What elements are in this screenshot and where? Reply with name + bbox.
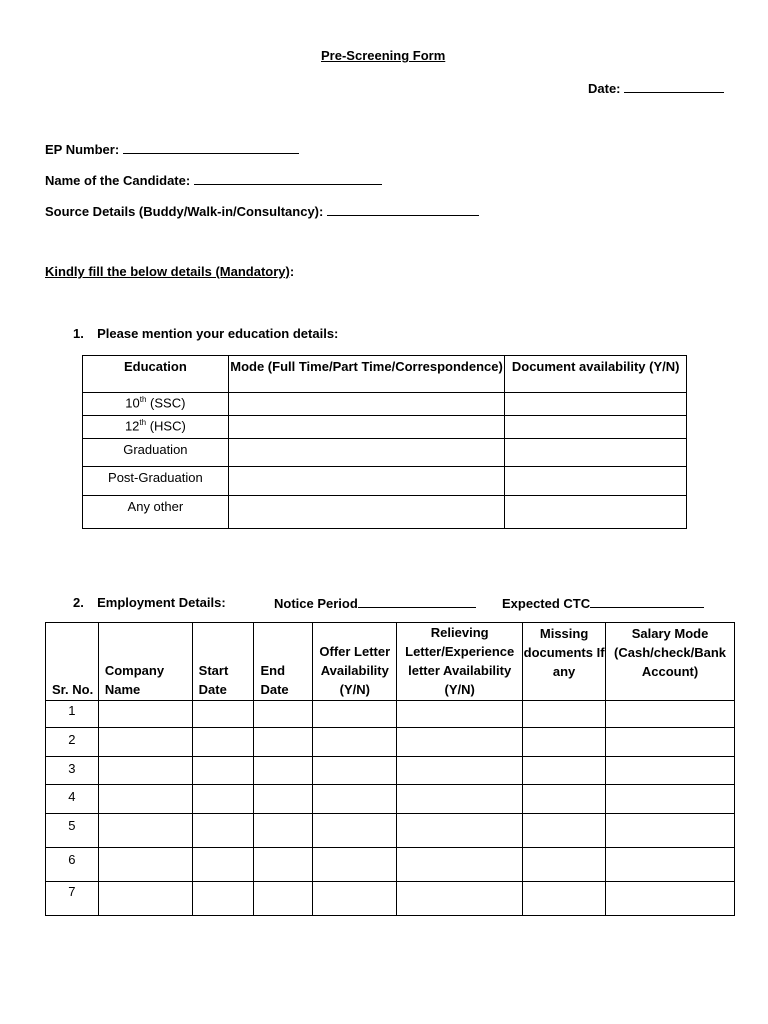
employment-start-date-cell[interactable] — [192, 814, 254, 848]
expected-ctc-label: Expected CTC — [502, 596, 591, 611]
expected-ctc-input-line[interactable] — [590, 595, 704, 608]
education-mode-cell[interactable] — [228, 439, 505, 467]
employment-offer-letter-cell[interactable] — [313, 785, 397, 814]
employment-end-date-cell[interactable] — [254, 728, 313, 757]
education-mode-cell[interactable] — [228, 467, 505, 496]
employment-salary-mode-cell[interactable] — [606, 882, 735, 916]
source-details-input-line[interactable] — [327, 203, 479, 216]
education-level-sup: th — [139, 395, 147, 404]
employment-company-cell[interactable] — [98, 757, 192, 785]
education-mode-cell[interactable] — [228, 496, 505, 529]
employment-header-end-date: End Date — [254, 623, 313, 701]
education-document-cell[interactable] — [505, 439, 687, 467]
education-level-sup: th — [139, 418, 147, 427]
education-document-cell[interactable] — [505, 467, 687, 496]
employment-row — [46, 728, 735, 757]
candidate-name-label: Name of the Candidate: — [45, 173, 191, 188]
candidate-name-input-line[interactable] — [194, 172, 382, 185]
education-header-mode: Mode (Full Time/Part Time/Correspondence) — [228, 356, 505, 393]
employment-header-missing-docs: Missing documents If any — [523, 623, 606, 701]
mandatory-note — [45, 264, 294, 279]
employment-missing-docs-cell[interactable] — [523, 757, 606, 785]
education-level: 10 — [125, 395, 140, 411]
employment-company-cell[interactable] — [98, 814, 192, 848]
employment-start-date-cell[interactable] — [192, 882, 254, 916]
employment-missing-docs-cell[interactable] — [523, 848, 606, 882]
employment-row — [46, 757, 735, 785]
education-level-cell — [83, 439, 229, 467]
employment-offer-letter-cell[interactable] — [313, 757, 397, 785]
employment-end-date-cell[interactable] — [254, 785, 313, 814]
education-header-education: Education — [83, 356, 229, 393]
expected-ctc-field — [502, 595, 704, 611]
employment-missing-docs-cell[interactable] — [523, 785, 606, 814]
employment-end-date-cell[interactable] — [254, 814, 313, 848]
education-level-cell — [83, 393, 229, 416]
education-table — [82, 355, 687, 529]
mandatory-note-colon: : — [289, 264, 295, 279]
education-mode-cell[interactable] — [228, 393, 505, 416]
employment-company-cell[interactable] — [98, 785, 192, 814]
employment-company-cell[interactable] — [98, 701, 192, 728]
employment-missing-docs-cell[interactable] — [523, 814, 606, 848]
employment-sr-no: 5 — [46, 814, 99, 848]
source-details-field — [45, 203, 479, 219]
education-row — [83, 416, 687, 439]
employment-section-number: 2. — [73, 595, 84, 610]
education-section-heading — [73, 326, 338, 341]
employment-missing-docs-cell[interactable] — [523, 701, 606, 728]
education-document-cell[interactable] — [505, 416, 687, 439]
employment-start-date-cell[interactable] — [192, 848, 254, 882]
employment-company-cell[interactable] — [98, 728, 192, 757]
education-level: Graduation — [123, 442, 188, 457]
employment-header-start-date: Start Date — [192, 623, 254, 701]
education-row — [83, 393, 687, 416]
employment-salary-mode-cell[interactable] — [606, 757, 735, 785]
source-details-label: Source Details (Buddy/Walk-in/Consultancy): — [45, 204, 324, 219]
education-level-cell — [83, 496, 229, 529]
employment-company-cell[interactable] — [98, 848, 192, 882]
employment-start-date-cell[interactable] — [192, 757, 254, 785]
employment-relieving-letter-cell[interactable] — [397, 701, 523, 728]
employment-section-heading — [73, 595, 226, 610]
candidate-name-field — [45, 172, 382, 188]
employment-relieving-letter-cell[interactable] — [397, 882, 523, 916]
employment-relieving-letter-cell[interactable] — [397, 785, 523, 814]
form-title: Pre-Screening Form — [321, 48, 446, 63]
employment-end-date-cell[interactable] — [254, 757, 313, 785]
employment-sr-no: 4 — [46, 785, 99, 814]
mandatory-note-text: Kindly fill the below details (Mandatory) — [45, 264, 290, 279]
employment-offer-letter-cell[interactable] — [313, 701, 397, 728]
education-level-cell — [83, 467, 229, 496]
education-level: Post-Graduation — [108, 470, 203, 485]
employment-header-relieving-letter: Relieving Letter/Experience letter Availability (Y/N) — [397, 623, 523, 701]
employment-offer-letter-cell[interactable] — [313, 728, 397, 757]
education-level-cell — [83, 416, 229, 439]
employment-sr-no: 6 — [46, 848, 99, 882]
education-level: 12 — [124, 418, 140, 434]
employment-header-salary-mode: Salary Mode (Cash/check/Bank Account) — [606, 623, 735, 701]
ep-number-field — [45, 141, 299, 157]
employment-sr-no: 3 — [46, 757, 99, 785]
date-input-line[interactable] — [624, 80, 724, 93]
education-section-number: 1. — [73, 326, 84, 341]
employment-section-title: Employment Details: — [97, 595, 226, 610]
employment-sr-no: 2 — [46, 728, 99, 757]
employment-table — [45, 622, 735, 916]
ep-number-label: EP Number: — [45, 142, 120, 157]
education-level-suffix: (HSC) — [146, 418, 186, 434]
notice-period-input-line[interactable] — [358, 595, 476, 608]
employment-row — [46, 785, 735, 814]
education-level-suffix: (SSC) — [146, 395, 186, 411]
employment-header-offer-letter: Offer Letter Availability (Y/N) — [313, 623, 397, 701]
education-row — [83, 467, 687, 496]
employment-start-date-cell[interactable] — [192, 701, 254, 728]
employment-salary-mode-cell[interactable] — [606, 728, 735, 757]
date-field — [588, 80, 724, 96]
employment-missing-docs-cell[interactable] — [523, 882, 606, 916]
employment-salary-mode-cell[interactable] — [606, 701, 735, 728]
employment-offer-letter-cell[interactable] — [313, 814, 397, 848]
notice-period-label: Notice Period — [274, 596, 358, 611]
employment-salary-mode-cell[interactable] — [606, 814, 735, 848]
employment-relieving-letter-cell[interactable] — [397, 814, 523, 848]
date-label: Date: — [588, 81, 621, 96]
education-document-cell[interactable] — [505, 393, 687, 416]
employment-header-sr-no: Sr. No. — [46, 623, 99, 701]
employment-offer-letter-cell[interactable] — [313, 848, 397, 882]
employment-row — [46, 701, 735, 728]
education-section-title: Please mention your education details: — [97, 326, 339, 341]
employment-salary-mode-cell[interactable] — [606, 785, 735, 814]
employment-row — [46, 848, 735, 882]
education-document-cell[interactable] — [505, 496, 687, 529]
education-row — [83, 439, 687, 467]
education-row — [83, 496, 687, 529]
employment-end-date-cell[interactable] — [254, 848, 313, 882]
employment-header-row — [46, 623, 735, 701]
education-level: Any other — [127, 499, 184, 514]
ep-number-input-line[interactable] — [123, 141, 299, 154]
employment-start-date-cell[interactable] — [192, 728, 254, 757]
employment-company-cell[interactable] — [98, 882, 192, 916]
education-mode-cell[interactable] — [228, 416, 505, 439]
employment-relieving-letter-cell[interactable] — [397, 848, 523, 882]
employment-start-date-cell[interactable] — [192, 785, 254, 814]
employment-end-date-cell[interactable] — [254, 882, 313, 916]
employment-header-company: Company Name — [98, 623, 192, 701]
employment-sr-no: 1 — [46, 701, 99, 728]
employment-row — [46, 882, 735, 916]
employment-end-date-cell[interactable] — [254, 701, 313, 728]
employment-missing-docs-cell[interactable] — [523, 728, 606, 757]
employment-sr-no: 7 — [46, 882, 99, 916]
employment-relieving-letter-cell[interactable] — [397, 728, 523, 757]
employment-offer-letter-cell[interactable] — [313, 882, 397, 916]
education-header-row — [83, 356, 687, 393]
employment-relieving-letter-cell[interactable] — [397, 757, 523, 785]
employment-salary-mode-cell[interactable] — [606, 848, 735, 882]
education-header-document: Document availability (Y/N) — [505, 356, 687, 393]
employment-row — [46, 814, 735, 848]
notice-period-field — [274, 595, 476, 611]
